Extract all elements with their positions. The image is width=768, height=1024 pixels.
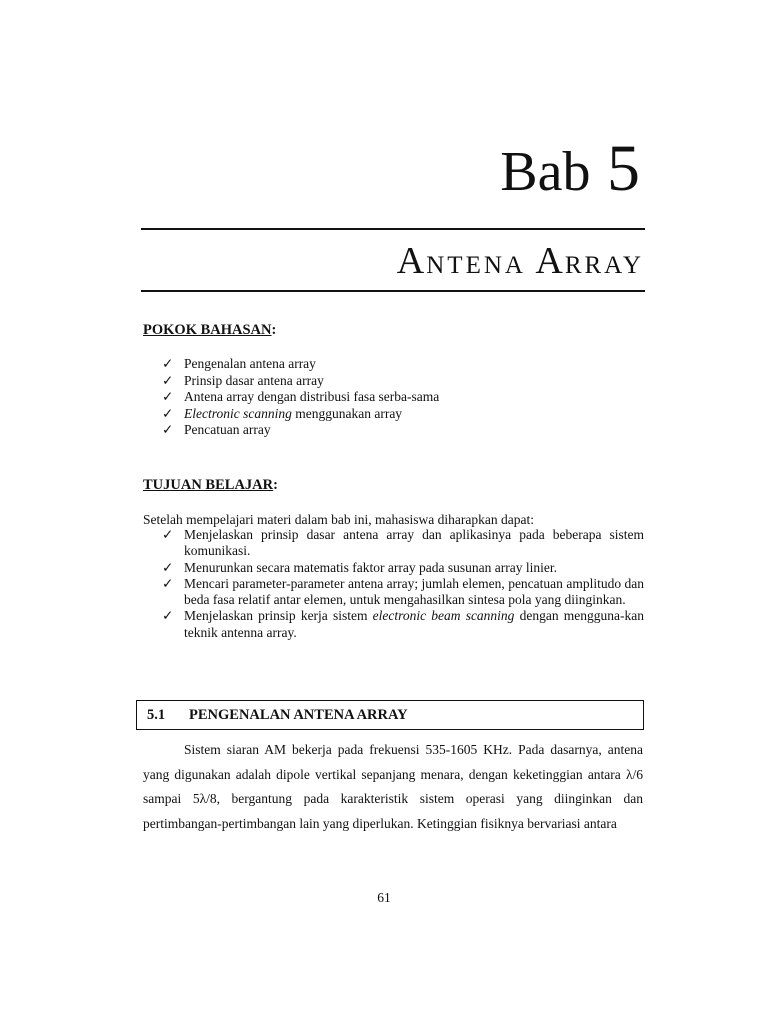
list-item xyxy=(162,373,439,390)
top-rule xyxy=(141,228,645,230)
tujuan-belajar-label: TUJUAN BELAJAR xyxy=(143,477,274,493)
list-item-text: Menurunkan secara matematis faktor array pada susunan array linier. xyxy=(184,559,557,575)
section-paragraph: Sistem siaran AM bekerja pada frekuensi 535-1605 KHz. Pada dasarnya, antena yang digunakan adalah dipole vertikal sepanjang menara, dengan keketinggian antara λ/6 sampai 5λ/8, bergantung pada karakteristik sistem operasi yang diinginkan dan pertimbangan-pertimbangan lain yang diperlukan. Ketinggian fisiknya bervariasi antara xyxy=(143,742,643,831)
check-icon: ✓ xyxy=(162,575,174,591)
list-item xyxy=(162,356,439,373)
section-title: PENGENALAN ANTENA ARRAY xyxy=(189,707,408,723)
title-initial-1: A xyxy=(396,240,427,282)
list-item-text: Menjelaskan prinsip dasar antena array dan aplikasinya pada beberapa sistem komunikasi. xyxy=(184,527,644,559)
check-icon: ✓ xyxy=(162,608,174,624)
list-item xyxy=(162,560,644,576)
bottom-rule xyxy=(141,290,645,292)
tujuan-belajar-list xyxy=(162,527,644,641)
pokok-bahasan-colon: : xyxy=(271,322,277,338)
list-item-text: Pengenalan antena array xyxy=(184,356,316,371)
list-item xyxy=(162,608,644,641)
list-item xyxy=(162,576,644,609)
list-item-text: Menjelaskan prinsip kerja sistem xyxy=(184,608,368,624)
chapter-heading xyxy=(500,132,640,205)
section-number: 5.1 xyxy=(147,707,166,723)
tujuan-belajar-heading xyxy=(143,478,278,493)
pokok-bahasan-label: POKOK BAHASAN xyxy=(143,322,272,338)
list-item xyxy=(162,389,439,406)
list-item-text: menggunakan array xyxy=(295,405,403,421)
check-icon: ✓ xyxy=(162,356,174,371)
pokok-bahasan-list xyxy=(162,356,439,439)
list-item xyxy=(162,422,439,439)
pokok-bahasan-heading xyxy=(143,323,276,338)
list-item xyxy=(162,406,439,423)
check-icon: ✓ xyxy=(162,372,174,388)
tujuan-belajar-colon: : xyxy=(273,477,278,493)
list-item xyxy=(162,527,644,560)
page-number: 61 xyxy=(377,890,391,905)
check-icon: ✓ xyxy=(162,559,174,575)
title-rest-1: NTENA xyxy=(426,252,526,279)
tujuan-intro: Setelah mempelajari materi dalam bab ini, mahasiswa diharapkan dapat: xyxy=(143,512,534,527)
list-item-text-rest: dengan mengguna-kan teknik antenna array. xyxy=(184,608,644,640)
list-item-text: Prinsip dasar antena array xyxy=(184,372,324,388)
list-item-text: Pencatuan array xyxy=(184,422,271,437)
list-item-italic: electronic beam scanning xyxy=(372,608,515,624)
section-heading-box xyxy=(136,700,644,730)
chapter-title xyxy=(397,242,644,280)
title-rest-2: RRAY xyxy=(564,252,644,279)
list-item-text: Mencari parameter-parameter antena array; jumlah elemen, pencatuan amplitudo dan beda fasa relatif antar elemen, untuk mengahasilkan sintesa pola yang diinginkan. xyxy=(184,575,644,608)
list-item-text: Antena array dengan distribusi fasa serba-sama xyxy=(184,389,440,404)
check-icon: ✓ xyxy=(162,389,174,404)
chapter-word: Bab xyxy=(500,141,591,203)
check-icon: ✓ xyxy=(162,527,174,542)
check-icon: ✓ xyxy=(162,405,174,421)
chapter-number: 5 xyxy=(607,132,640,205)
check-icon: ✓ xyxy=(162,422,174,437)
title-initial-2: A xyxy=(535,240,565,282)
list-item-italic: Electronic scanning xyxy=(184,405,292,421)
